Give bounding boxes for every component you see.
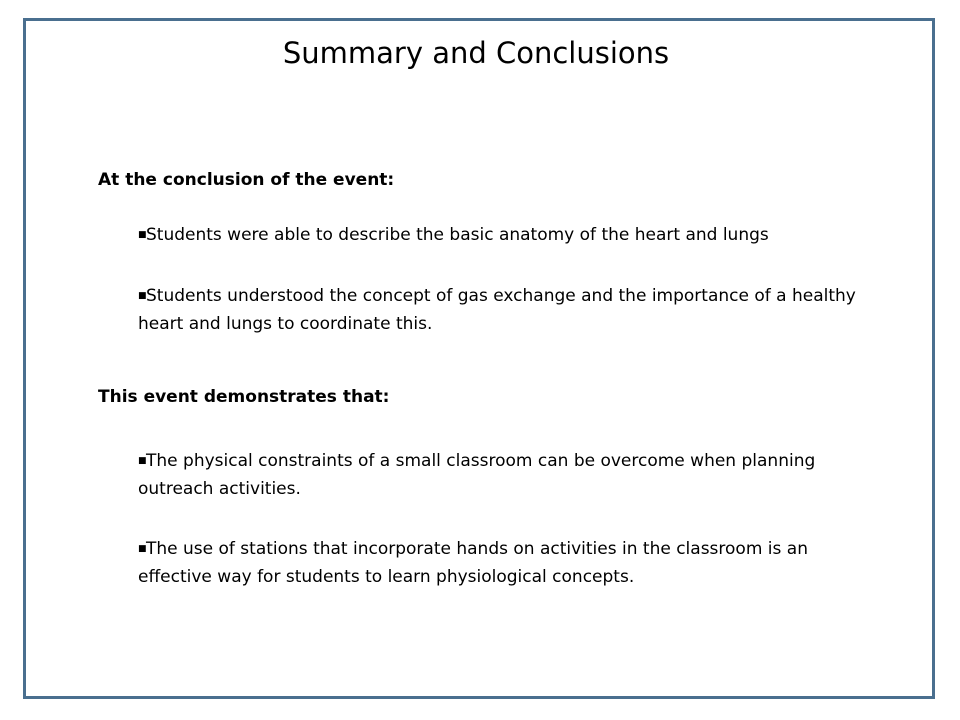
slide-title: Summary and Conclusions (282, 36, 670, 70)
bullet-text: Students understood the concept of gas exchange and the importance of a healthy heart and lungs to coordinate this. (138, 286, 856, 334)
bullet-item (138, 535, 868, 591)
section-heading-conclusion: At the conclusion of the event: (98, 170, 395, 190)
bullet-text: The physical constraints of a small classroom can be overcome when planning outreach activities. (138, 451, 816, 499)
square-bullet-icon: ■ (138, 291, 147, 301)
bullet-text: The use of stations that incorporate hands on activities in the classroom is an effective way for students to learn physiological concepts. (138, 539, 808, 587)
bullet-item (138, 282, 868, 338)
slide-border-frame (23, 18, 935, 699)
square-bullet-icon: ■ (138, 456, 147, 466)
bullet-item (138, 221, 868, 249)
bullet-text: Students were able to describe the basic anatomy of the heart and lungs (146, 225, 769, 245)
square-bullet-icon: ■ (138, 230, 147, 240)
square-bullet-icon: ■ (138, 544, 147, 554)
section-heading-demonstrates: This event demonstrates that: (98, 387, 390, 407)
bullet-item (138, 447, 868, 503)
